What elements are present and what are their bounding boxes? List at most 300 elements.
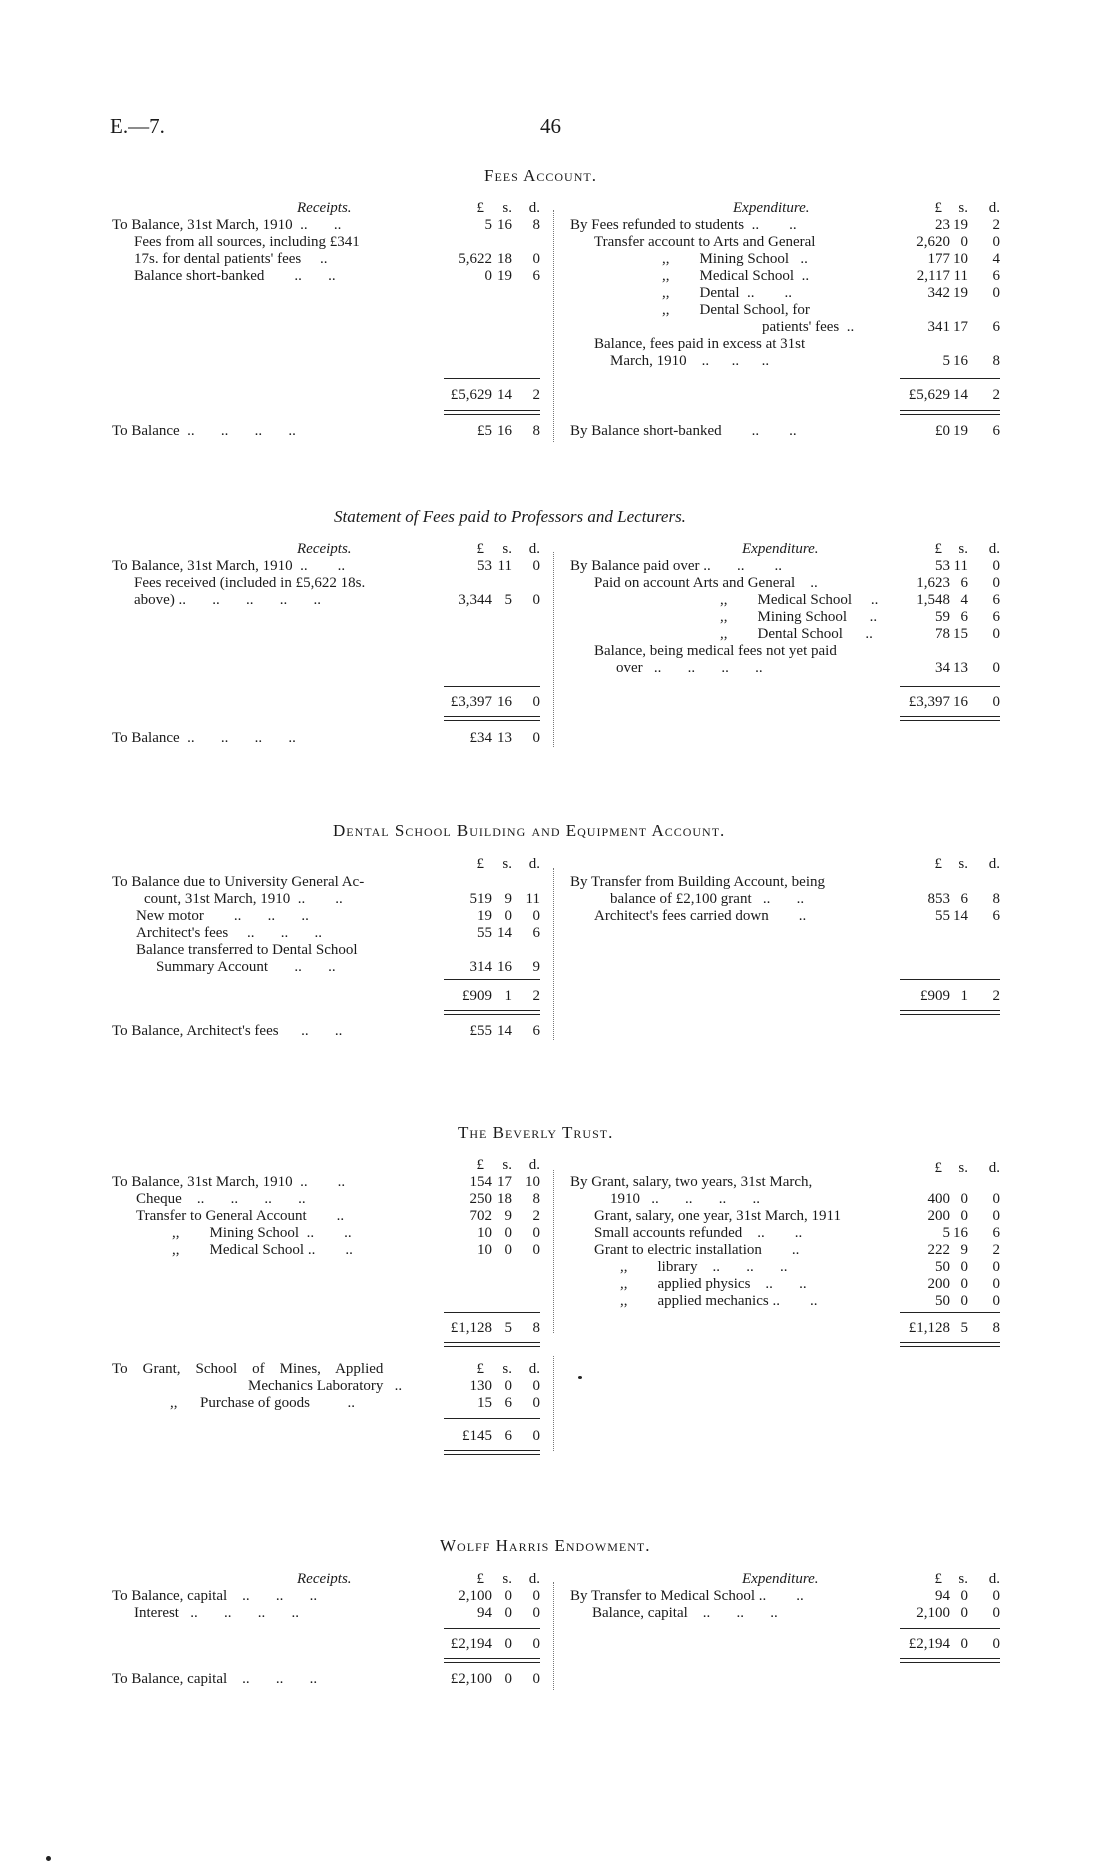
bev-grant-lab-pence: 0: [532, 1378, 540, 1394]
fees-receipts-heading: Receipts.: [297, 200, 352, 216]
fees-exp-row-label: ,, Dental School, for: [662, 302, 810, 318]
fees-exp-row-label: ,, Dental .. ..: [662, 285, 792, 301]
wolff-rec-row-pounds: 94: [477, 1605, 492, 1621]
prof-total-shillings: 16: [953, 694, 968, 710]
wolff-rec-row-label: To Balance, capital .. .. ..: [112, 1588, 318, 1604]
fees-rec-pound-sign: £: [476, 200, 484, 216]
fees-exp-row-label: patients' fees ..: [762, 319, 855, 335]
bev-exp-row-label: Grant to electric installation ..: [594, 1242, 800, 1258]
fees-rec-row-shillings: 18: [497, 251, 512, 267]
bev-grant-total-pounds: £145: [462, 1428, 492, 1444]
wolff-total-pounds: £2,194: [908, 1636, 950, 1652]
bev-grant-pound-sign: £: [476, 1361, 484, 1377]
fees-expenditure-heading: Expenditure.: [733, 200, 810, 216]
fees-exp-row-shillings: 19: [953, 285, 968, 301]
prof-exp-pence-sign: d.: [988, 541, 1000, 557]
fees-exp-pence-sign: d.: [988, 200, 1000, 216]
fees-rec-shilling-sign: s.: [502, 200, 512, 216]
bev-exp-row-label: Grant, salary, one year, 31st March, 1911: [594, 1208, 841, 1224]
bev-exp-pence-sign: d.: [988, 1160, 1000, 1176]
bev-rec-row-label: ,, Medical School .. ..: [172, 1242, 353, 1258]
dental-rec-row-label: New motor .. .. ..: [136, 908, 309, 924]
wolff-exp-pence-sign: d.: [988, 1571, 1000, 1587]
prof-rec-row-shillings: 11: [497, 558, 512, 574]
prof-exp-row-label: By Balance paid over .. .. ..: [570, 558, 783, 574]
fees-exp-row-shillings: 17: [953, 319, 968, 335]
prof-total-pence: 0: [532, 694, 540, 710]
bev-exp-row-pence: 2: [992, 1242, 1000, 1258]
prof-total-shillings: 16: [497, 694, 512, 710]
bev-exp-shilling-sign: s.: [958, 1160, 968, 1176]
prof-balance-left-pence: 0: [532, 730, 540, 746]
dental-total-pounds: £909: [462, 988, 492, 1004]
dental-rec-row-label: count, 31st March, 1910 .. ..: [144, 891, 343, 907]
dental-rec-row-shillings: 9: [504, 891, 512, 907]
bev-exp-pound-sign: £: [934, 1160, 942, 1176]
dental-rec-row-label: Architect's fees .. .. ..: [136, 925, 322, 941]
bev-exp-row-label: 1910 .. .. .. ..: [610, 1191, 760, 1207]
rule: [444, 1418, 540, 1419]
fees-total-shillings: 14: [497, 387, 512, 403]
rule: [900, 1312, 1000, 1313]
bev-total-pounds: £1,128: [450, 1320, 492, 1336]
bev-exp-row-pounds: 400: [927, 1191, 950, 1207]
wolff-receipts-heading: Receipts.: [297, 1571, 352, 1587]
dental-exp-row-label: balance of £2,100 grant .. ..: [610, 891, 805, 907]
fees-exp-row-label: ,, Medical School ..: [662, 268, 810, 284]
prof-exp-row-pounds: 1,548: [916, 592, 950, 608]
dental-rec-row-shillings: 0: [504, 908, 512, 924]
page-number: 46: [540, 114, 561, 138]
bev-exp-row-label: ,, library .. .. ..: [620, 1259, 788, 1275]
bev-rec-row-shillings: 17: [497, 1174, 512, 1190]
dental-exp-pence-sign: d.: [988, 856, 1000, 872]
wolff-exp-row-shillings: 0: [960, 1605, 968, 1621]
wolff-rec-row-pence: 0: [532, 1588, 540, 1604]
wolff-balance-left-shillings: 0: [504, 1671, 512, 1687]
bev-grant-pence-sign: d.: [528, 1361, 540, 1377]
prof-exp-row-pounds: 34: [935, 660, 950, 676]
prof-exp-pound-sign: £: [934, 541, 942, 557]
prof-rec-row-pounds: 53: [477, 558, 492, 574]
fees-rec-pence-sign: d.: [528, 200, 540, 216]
wolff-balance-left-pounds: £2,100: [450, 1671, 492, 1687]
bev-rec-pence-sign: d.: [528, 1157, 540, 1173]
prof-exp-row-pounds: 78: [935, 626, 950, 642]
dental-exp-shilling-sign: s.: [958, 856, 968, 872]
fees-exp-row-pence: 6: [992, 268, 1000, 284]
fees-total-shillings: 14: [953, 387, 968, 403]
wolff-rec-row-label: Interest .. .. .. ..: [134, 1605, 299, 1621]
bev-rec-row-pence: 0: [532, 1225, 540, 1241]
wolff-rec-shilling-sign: s.: [502, 1571, 512, 1587]
prof-exp-row-pounds: 59: [935, 609, 950, 625]
bev-rec-row-pounds: 10: [477, 1242, 492, 1258]
double-rule: [900, 1658, 1000, 1663]
bev-exp-row-shillings: 16: [953, 1225, 968, 1241]
dental-rec-shilling-sign: s.: [502, 856, 512, 872]
rule: [900, 686, 1000, 687]
rule: [900, 979, 1000, 980]
fees-rec-row-shillings: 19: [497, 268, 512, 284]
dental-rec-row-pounds: 55: [477, 925, 492, 941]
fees-exp-row-label: Transfer account to Arts and General: [594, 234, 816, 250]
bev-rec-shilling-sign: s.: [502, 1157, 512, 1173]
prof-exp-row-pence: 0: [992, 626, 1000, 642]
bev-grant-line1: To Grant, School of Mines, Applied: [112, 1361, 384, 1377]
dental-rec-row-pounds: 314: [469, 959, 492, 975]
bev-rec-row-pence: 8: [532, 1191, 540, 1207]
beverly-trust-title: The Beverly Trust.: [458, 1123, 614, 1142]
dental-exp-pound-sign: £: [934, 856, 942, 872]
fees-exp-row-pounds: 2,117: [916, 268, 950, 284]
dental-rec-row-pounds: 519: [469, 891, 492, 907]
dental-rec-row-pence: 11: [525, 891, 540, 907]
fees-exp-row-pence: 0: [992, 285, 1000, 301]
bev-rec-row-shillings: 0: [504, 1242, 512, 1258]
prof-exp-row-label: over .. .. .. ..: [616, 660, 763, 676]
dental-total-shillings: 1: [960, 988, 968, 1004]
fees-exp-row-label: ,, Mining School ..: [662, 251, 808, 267]
wolff-rec-row-shillings: 0: [504, 1588, 512, 1604]
dental-rec-row-label: Summary Account .. ..: [156, 959, 336, 975]
bev-exp-row-pence: 0: [992, 1293, 1000, 1309]
dental-total-pence: 2: [532, 988, 540, 1004]
dental-exp-row-label: Architect's fees carried down ..: [594, 908, 807, 924]
fees-exp-row-shillings: 10: [953, 251, 968, 267]
bev-exp-row-pence: 0: [992, 1191, 1000, 1207]
column-divider: [553, 1356, 554, 1451]
bev-grant-line3: ,, Purchase of goods ..: [170, 1395, 355, 1411]
bev-exp-row-shillings: 0: [960, 1293, 968, 1309]
prof-exp-row-pounds: 53: [935, 558, 950, 574]
wolff-expenditure-heading: Expenditure.: [742, 1571, 819, 1587]
prof-expenditure-heading: Expenditure.: [742, 541, 819, 557]
prof-exp-row-pence: 6: [992, 592, 1000, 608]
wolff-balance-left-pence: 0: [532, 1671, 540, 1687]
prof-balance-left-shillings: 13: [497, 730, 512, 746]
fees-rec-row-label: Fees from all sources, including £341: [134, 234, 360, 250]
dental-balance-left-pounds: £55: [469, 1023, 492, 1039]
bev-rec-row-pounds: 702: [469, 1208, 492, 1224]
dental-rec-row-label: To Balance due to University General Ac-: [112, 874, 365, 890]
fees-exp-row-pence: 6: [992, 319, 1000, 335]
prof-total-pounds: £3,397: [450, 694, 492, 710]
bev-grant-lab-shillings: 0: [504, 1378, 512, 1394]
double-rule: [444, 1010, 540, 1015]
wolff-total-pence: 0: [992, 1636, 1000, 1652]
prof-receipts-heading: Receipts.: [297, 541, 352, 557]
dental-balance-left-shillings: 14: [497, 1023, 512, 1039]
dental-total-shillings: 1: [504, 988, 512, 1004]
fees-rec-row-pence: 0: [532, 251, 540, 267]
fees-exp-row-shillings: 19: [953, 217, 968, 233]
wolff-rec-row-pence: 0: [532, 1605, 540, 1621]
fees-balance-right-pounds: £0: [935, 423, 950, 439]
fees-rec-row-pounds: 5: [484, 217, 492, 233]
double-rule: [444, 410, 540, 415]
wolff-total-shillings: 0: [504, 1636, 512, 1652]
dental-building-title: Dental School Building and Equipment Account.: [333, 821, 726, 840]
rule: [444, 1312, 540, 1313]
prof-total-pounds: £3,397: [908, 694, 950, 710]
dental-rec-row-label: Balance transferred to Dental School: [136, 942, 358, 958]
prof-rec-row-label: To Balance, 31st March, 1910 .. ..: [112, 558, 346, 574]
column-divider: [553, 1582, 554, 1690]
column-divider: [553, 552, 554, 747]
bev-exp-row-label: Small accounts refunded .. ..: [594, 1225, 803, 1241]
fees-exp-shilling-sign: s.: [958, 200, 968, 216]
bev-rec-pound-sign: £: [476, 1157, 484, 1173]
fees-exp-row-shillings: 11: [953, 268, 968, 284]
bev-rec-row-label: Cheque .. .. .. ..: [136, 1191, 306, 1207]
dental-rec-row-pence: 6: [532, 925, 540, 941]
bev-exp-row-pounds: 200: [927, 1276, 950, 1292]
double-rule: [900, 410, 1000, 415]
column-divider: [553, 868, 554, 1040]
fees-rec-row-label: 17s. for dental patients' fees ..: [134, 251, 328, 267]
prof-rec-row-label: above) .. .. .. .. ..: [134, 592, 322, 608]
prof-exp-row-pence: 0: [992, 660, 1000, 676]
wolff-rec-pence-sign: d.: [528, 1571, 540, 1587]
fees-exp-row-pounds: 5: [942, 353, 950, 369]
fees-balance-left-shillings: 16: [497, 423, 512, 439]
dental-exp-row-shillings: 14: [953, 908, 968, 924]
professors-fees-title: Statement of Fees paid to Professors and Lecturers.: [334, 507, 686, 526]
fees-rec-row-label: To Balance, 31st March, 1910 .. ..: [112, 217, 342, 233]
ink-speck: [578, 1376, 582, 1379]
bev-rec-row-label: ,, Mining School .. ..: [172, 1225, 352, 1241]
prof-exp-row-label: Paid on account Arts and General ..: [594, 575, 818, 591]
prof-rec-row-pence: 0: [532, 558, 540, 574]
bev-total-shillings: 5: [504, 1320, 512, 1336]
prof-rec-pence-sign: d.: [528, 541, 540, 557]
bev-grant-shilling-sign: s.: [502, 1361, 512, 1377]
bev-total-pence: 8: [992, 1320, 1000, 1336]
bev-rec-row-pence: 2: [532, 1208, 540, 1224]
fees-balance-left-pence: 8: [532, 423, 540, 439]
double-rule: [444, 1658, 540, 1663]
wolff-exp-pound-sign: £: [934, 1571, 942, 1587]
prof-exp-row-shillings: 11: [953, 558, 968, 574]
bev-exp-row-shillings: 0: [960, 1259, 968, 1275]
prof-exp-shilling-sign: s.: [958, 541, 968, 557]
fees-balance-left: To Balance .. .. .. ..: [112, 423, 296, 439]
rule: [900, 378, 1000, 379]
rule: [444, 378, 540, 379]
fees-exp-row-pounds: 341: [927, 319, 950, 335]
dental-total-pounds: £909: [920, 988, 950, 1004]
bev-exp-row-pence: 0: [992, 1259, 1000, 1275]
double-rule: [900, 1010, 1000, 1015]
dental-rec-row-shillings: 16: [497, 959, 512, 975]
prof-exp-row-shillings: 15: [953, 626, 968, 642]
dental-rec-row-pence: 9: [532, 959, 540, 975]
wolff-exp-row-shillings: 0: [960, 1588, 968, 1604]
page-reference: E.—7.: [110, 114, 165, 138]
bev-grant-lab-pounds: 130: [469, 1378, 492, 1394]
prof-exp-row-shillings: 13: [953, 660, 968, 676]
double-rule: [444, 716, 540, 721]
fees-exp-row-pounds: 177: [927, 251, 950, 267]
dental-rec-row-pounds: 19: [477, 908, 492, 924]
wolff-balance-left: To Balance, capital .. .. ..: [112, 1671, 318, 1687]
bev-rec-row-shillings: 0: [504, 1225, 512, 1241]
fees-exp-row-pence: 0: [992, 234, 1000, 250]
wolff-exp-row-pounds: 2,100: [916, 1605, 950, 1621]
wolff-exp-row-pounds: 94: [935, 1588, 950, 1604]
dental-exp-row-pounds: 853: [927, 891, 950, 907]
fees-exp-pound-sign: £: [934, 200, 942, 216]
dental-total-pence: 2: [992, 988, 1000, 1004]
bev-exp-row-pence: 6: [992, 1225, 1000, 1241]
fees-total-pounds: £5,629: [450, 387, 492, 403]
double-rule: [444, 1342, 540, 1347]
bev-rec-row-pence: 0: [532, 1242, 540, 1258]
dental-exp-row-pence: 8: [992, 891, 1000, 907]
fees-rec-row-label: Balance short-banked .. ..: [134, 268, 336, 284]
fees-rec-row-pence: 8: [532, 217, 540, 233]
bev-exp-row-pence: 0: [992, 1276, 1000, 1292]
fees-exp-row-shillings: 0: [960, 234, 968, 250]
rule: [444, 686, 540, 687]
bev-total-shillings: 5: [960, 1320, 968, 1336]
prof-exp-row-pence: 6: [992, 609, 1000, 625]
bev-exp-row-shillings: 0: [960, 1191, 968, 1207]
dental-exp-row-pence: 6: [992, 908, 1000, 924]
fees-total-pence: 2: [992, 387, 1000, 403]
bev-rec-row-shillings: 9: [504, 1208, 512, 1224]
bev-rec-row-pounds: 10: [477, 1225, 492, 1241]
prof-exp-row-label: ,, Medical School ..: [720, 592, 879, 608]
bev-rec-row-label: To Balance, 31st March, 1910 .. ..: [112, 1174, 346, 1190]
bev-exp-row-shillings: 9: [960, 1242, 968, 1258]
fees-exp-row-label: Balance, fees paid in excess at 31st: [594, 336, 806, 352]
fees-exp-row-pence: 8: [992, 353, 1000, 369]
prof-rec-row-shillings: 5: [504, 592, 512, 608]
dental-exp-row-label: By Transfer from Building Account, being: [570, 874, 825, 890]
bev-exp-row-pounds: 50: [935, 1259, 950, 1275]
prof-rec-shilling-sign: s.: [502, 541, 512, 557]
fees-exp-row-pence: 4: [992, 251, 1000, 267]
bev-grant-line2: Mechanics Laboratory ..: [248, 1378, 403, 1394]
wolff-exp-shilling-sign: s.: [958, 1571, 968, 1587]
ink-speck: [46, 1856, 51, 1861]
prof-rec-row-pounds: 3,344: [458, 592, 492, 608]
bev-rec-row-pence: 10: [525, 1174, 540, 1190]
prof-balance-left: To Balance .. .. .. ..: [112, 730, 296, 746]
bev-exp-row-pence: 0: [992, 1208, 1000, 1224]
bev-rec-row-pounds: 250: [469, 1191, 492, 1207]
fees-exp-row-pounds: 342: [927, 285, 950, 301]
fees-account-title: Fees Account.: [484, 166, 597, 185]
fees-rec-row-pounds: 5,622: [458, 251, 492, 267]
wolff-exp-row-label: Balance, capital .. .. ..: [592, 1605, 778, 1621]
dental-rec-pence-sign: d.: [528, 856, 540, 872]
prof-exp-row-label: ,, Dental School ..: [720, 626, 873, 642]
prof-exp-row-pounds: 1,623: [916, 575, 950, 591]
prof-exp-row-shillings: 6: [960, 575, 968, 591]
fees-exp-row-shillings: 16: [953, 353, 968, 369]
fees-balance-right: By Balance short-banked .. ..: [570, 423, 797, 439]
column-divider: [553, 1170, 554, 1333]
fees-exp-row-pounds: 23: [935, 217, 950, 233]
prof-exp-row-label: ,, Mining School ..: [720, 609, 878, 625]
dental-exp-row-shillings: 6: [960, 891, 968, 907]
bev-grant-goods-pence: 0: [532, 1395, 540, 1411]
rule: [444, 1628, 540, 1629]
prof-rec-pound-sign: £: [476, 541, 484, 557]
bev-grant-total-pence: 0: [532, 1428, 540, 1444]
bev-exp-row-pounds: 222: [927, 1242, 950, 1258]
column-divider: [553, 210, 554, 442]
bev-grant-goods-pounds: 15: [477, 1395, 492, 1411]
prof-rec-row-pence: 0: [532, 592, 540, 608]
wolff-total-shillings: 0: [960, 1636, 968, 1652]
dental-balance-left: To Balance, Architect's fees .. ..: [112, 1023, 343, 1039]
double-rule: [900, 1342, 1000, 1347]
fees-exp-row-pounds: 2,620: [916, 234, 950, 250]
bev-total-pounds: £1,128: [908, 1320, 950, 1336]
wolff-harris-title: Wolff Harris Endowment.: [440, 1536, 651, 1555]
dental-rec-row-shillings: 14: [497, 925, 512, 941]
fees-exp-row-pence: 2: [992, 217, 1000, 233]
fees-total-pounds: £5,629: [908, 387, 950, 403]
prof-rec-row-label: Fees received (included in £5,622 18s.: [134, 575, 366, 591]
dental-exp-row-pounds: 55: [935, 908, 950, 924]
dental-balance-left-pence: 6: [532, 1023, 540, 1039]
bev-grant-goods-shillings: 6: [504, 1395, 512, 1411]
wolff-rec-row-pounds: 2,100: [458, 1588, 492, 1604]
bev-grant-total-shillings: 6: [504, 1428, 512, 1444]
bev-exp-row-label: By Grant, salary, two years, 31st March,: [570, 1174, 813, 1190]
prof-balance-left-pounds: £34: [469, 730, 492, 746]
fees-balance-right-pence: 6: [992, 423, 1000, 439]
bev-exp-row-shillings: 0: [960, 1208, 968, 1224]
bev-exp-row-pounds: 200: [927, 1208, 950, 1224]
bev-exp-row-pounds: 50: [935, 1293, 950, 1309]
wolff-exp-row-pence: 0: [992, 1605, 1000, 1621]
fees-total-pence: 2: [532, 387, 540, 403]
wolff-exp-row-label: By Transfer to Medical School .. ..: [570, 1588, 804, 1604]
wolff-exp-row-pence: 0: [992, 1588, 1000, 1604]
bev-exp-row-shillings: 0: [960, 1276, 968, 1292]
bev-exp-row-label: ,, applied physics .. ..: [620, 1276, 807, 1292]
double-rule: [900, 716, 1000, 721]
bev-rec-row-pounds: 154: [469, 1174, 492, 1190]
wolff-total-pence: 0: [532, 1636, 540, 1652]
fees-balance-right-shillings: 19: [953, 423, 968, 439]
bev-rec-row-label: Transfer to General Account ..: [136, 1208, 345, 1224]
prof-exp-row-shillings: 4: [960, 592, 968, 608]
fees-rec-row-pence: 6: [532, 268, 540, 284]
prof-exp-row-pence: 0: [992, 575, 1000, 591]
dental-rec-row-pence: 0: [532, 908, 540, 924]
bev-exp-row-label: ,, applied mechanics .. ..: [620, 1293, 818, 1309]
fees-rec-row-shillings: 16: [497, 217, 512, 233]
prof-exp-row-shillings: 6: [960, 609, 968, 625]
bev-total-pence: 8: [532, 1320, 540, 1336]
prof-total-pence: 0: [992, 694, 1000, 710]
wolff-total-pounds: £2,194: [450, 1636, 492, 1652]
wolff-rec-pound-sign: £: [476, 1571, 484, 1587]
fees-exp-row-label: March, 1910 .. .. ..: [610, 353, 770, 369]
bev-exp-row-pounds: 5: [942, 1225, 950, 1241]
dental-rec-pound-sign: £: [476, 856, 484, 872]
fees-balance-left-pounds: £5: [477, 423, 492, 439]
rule: [900, 1628, 1000, 1629]
prof-exp-row-pence: 0: [992, 558, 1000, 574]
